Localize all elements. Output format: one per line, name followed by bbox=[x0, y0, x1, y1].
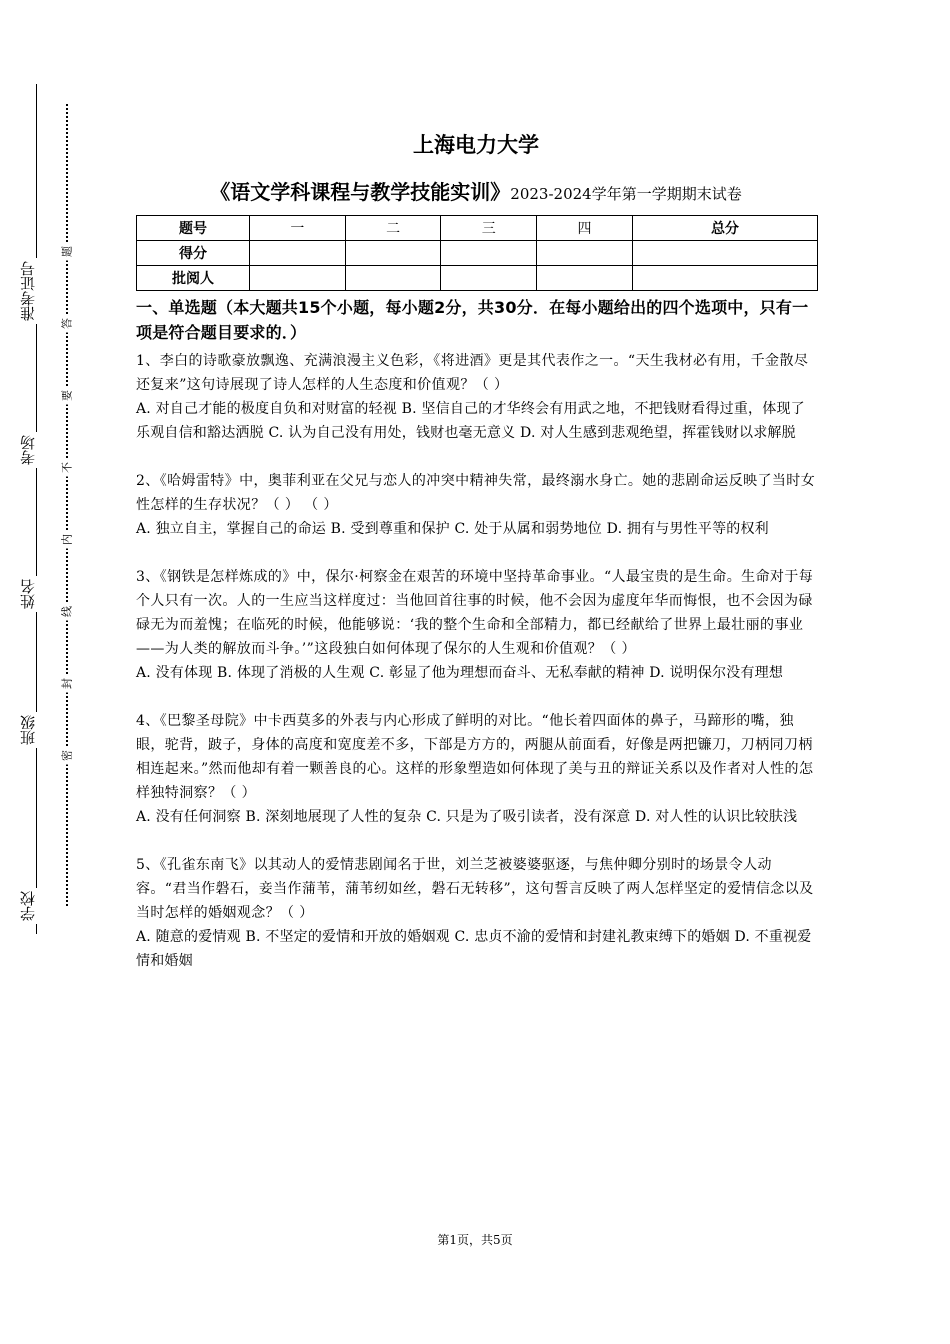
score-row bbox=[137, 241, 818, 266]
exam-number-label: 准考证号 bbox=[20, 258, 52, 324]
question-options: A. 没有体现 B. 体现了消极的人生观 C. 彰显了他为理想而奋斗、无私奉献的精神 D. 说明保尔没有理想 bbox=[136, 665, 784, 681]
page-footer: 第1页，共5页 bbox=[437, 1233, 513, 1247]
reviewer-cell[interactable] bbox=[441, 266, 537, 291]
seal-char: 密 bbox=[60, 747, 75, 765]
score-table bbox=[136, 215, 818, 291]
question-options: A. 没有任何洞察 B. 深刻地展现了人性的复杂 C. 只是为了吸引读者，没有深意 D. 对人性的认识比较肤浅 bbox=[136, 809, 798, 825]
score-cell[interactable] bbox=[537, 241, 633, 266]
reviewer-cell[interactable] bbox=[250, 266, 346, 291]
score-cell[interactable] bbox=[441, 241, 537, 266]
term-text: 2023-2024学年第一学期期末试卷 bbox=[510, 185, 742, 203]
seal-char: 内 bbox=[60, 531, 75, 549]
score-cell[interactable] bbox=[632, 241, 817, 266]
question-options: A. 独立自主，掌握自己的命运 B. 受到尊重和保护 C. 处于从属和弱势地位 D. 拥有与男性平等的权利 bbox=[136, 521, 769, 537]
score-table-header-row bbox=[137, 216, 818, 241]
score-header-cell: 总分 bbox=[632, 216, 817, 241]
seal-char: 要 bbox=[60, 387, 75, 405]
reviewer-cell[interactable] bbox=[345, 266, 441, 291]
question-options: A. 随意的爱情观 B. 不坚定的爱情和开放的婚姻观 C. 忠贞不渝的爱情和封建礼教束缚下的婚姻 D. 不重视爱情和婚姻 bbox=[136, 929, 812, 969]
question-2 bbox=[136, 469, 816, 541]
reviewer-row bbox=[137, 266, 818, 291]
question-4 bbox=[136, 709, 816, 829]
question-stem: 4、《巴黎圣母院》中卡西莫多的外表与内心形成了鲜明的对比。“他长着四面体的鼻子，马蹄形的嘴，独眼，驼背，跛子，身体的高度和宽度差不多，下部是方方的，两腿从前面看，好像是两把镰刀，刀柄同刀柄相连起来。”然而他却有着一颗善良的心。这样的形象塑造如何体现了美与丑的辩证关系以及作者对人性的怎样独特洞察？（ ） bbox=[136, 713, 814, 801]
score-header-cell: 四 bbox=[537, 216, 633, 241]
score-header-cell: 三 bbox=[441, 216, 537, 241]
question-5 bbox=[136, 853, 816, 973]
reviewer-row-label: 批阅人 bbox=[137, 266, 250, 291]
exam-room-label: 考场 bbox=[20, 432, 52, 468]
question-stem: 3、《钢铁是怎样炼成的》中，保尔·柯察金在艰苦的环境中坚持革命事业。“人最宝贵的是生命。生命对于每个人只有一次。人的一生应当这样度过：当他回首往事的时候，他不会因为虚度年华而悔恨，也不会因为碌碌无为而羞愧；在临死的时候，他能够说：‘我的整个生命和全部精力，都已经献给了世界上最壮丽的事业——为人类的解放而斗争。’”这段独白如何体现了保尔的人生观和价值观？（ ） bbox=[136, 569, 814, 657]
section-title: 一、单选题（本大题共15个小题，每小题2分，共30分．在每小题给出的四个选项中，只有一项是符合题目要求的．） bbox=[136, 298, 809, 342]
exam-title bbox=[136, 175, 816, 211]
seal-dotted-line bbox=[66, 104, 68, 906]
course-name: 《语文学科课程与教学技能实训》 bbox=[210, 180, 511, 204]
seal-char: 不 bbox=[60, 459, 75, 477]
seal-char: 题 bbox=[60, 243, 75, 261]
binding-line bbox=[36, 84, 37, 934]
class-label: 班级 bbox=[20, 712, 52, 748]
reviewer-cell[interactable] bbox=[537, 266, 633, 291]
seal-char: 封 bbox=[60, 675, 75, 693]
score-cell[interactable] bbox=[345, 241, 441, 266]
seal-char: 线 bbox=[60, 603, 75, 621]
score-header-cell: 二 bbox=[345, 216, 441, 241]
name-label: 姓名 bbox=[20, 576, 52, 612]
question-1 bbox=[136, 349, 816, 445]
exam-content bbox=[136, 128, 816, 973]
seal-char: 答 bbox=[60, 315, 75, 333]
question-stem: 1、李白的诗歌豪放飘逸、充满浪漫主义色彩，《将进酒》更是其代表作之一。“天生我材必有用，千金散尽还复来”这句诗展现了诗人怎样的人生态度和价值观？（ ） bbox=[136, 353, 809, 393]
question-options: A. 对自己才能的极度自负和对财富的轻视 B. 坚信自己的才华终会有用武之地，不把钱财看得过重，体现了乐观自信和豁达洒脱 C. 认为自己没有用处，钱财也毫无意义 D. 对人生感到悲观绝望，挥霍钱财以求解脱 bbox=[136, 401, 805, 441]
score-cell[interactable] bbox=[250, 241, 346, 266]
score-row-label: 得分 bbox=[137, 241, 250, 266]
question-3 bbox=[136, 565, 816, 685]
university-name: 上海电力大学 bbox=[413, 133, 539, 157]
question-stem: 2、《哈姆雷特》中，奥菲利亚在父兄与恋人的冲突中精神失常，最终溺水身亡。她的悲剧命运反映了当时女性怎样的生存状况？（ ） （ ） bbox=[136, 473, 816, 513]
score-header-cell: 题号 bbox=[137, 216, 250, 241]
school-label: 学校 bbox=[20, 888, 52, 924]
question-stem: 5、《孔雀东南飞》以其动人的爱情悲剧闻名于世，刘兰芝被婆婆驱逐，与焦仲卿分别时的场景令人动容。“君当作磐石，妾当作蒲苇，蒲苇纫如丝，磐石无转移”，这句誓言反映了两人怎样坚定的爱情信念以及当时怎样的婚姻观念？（ ） bbox=[136, 857, 814, 921]
score-header-cell: 一 bbox=[250, 216, 346, 241]
reviewer-cell[interactable] bbox=[632, 266, 817, 291]
